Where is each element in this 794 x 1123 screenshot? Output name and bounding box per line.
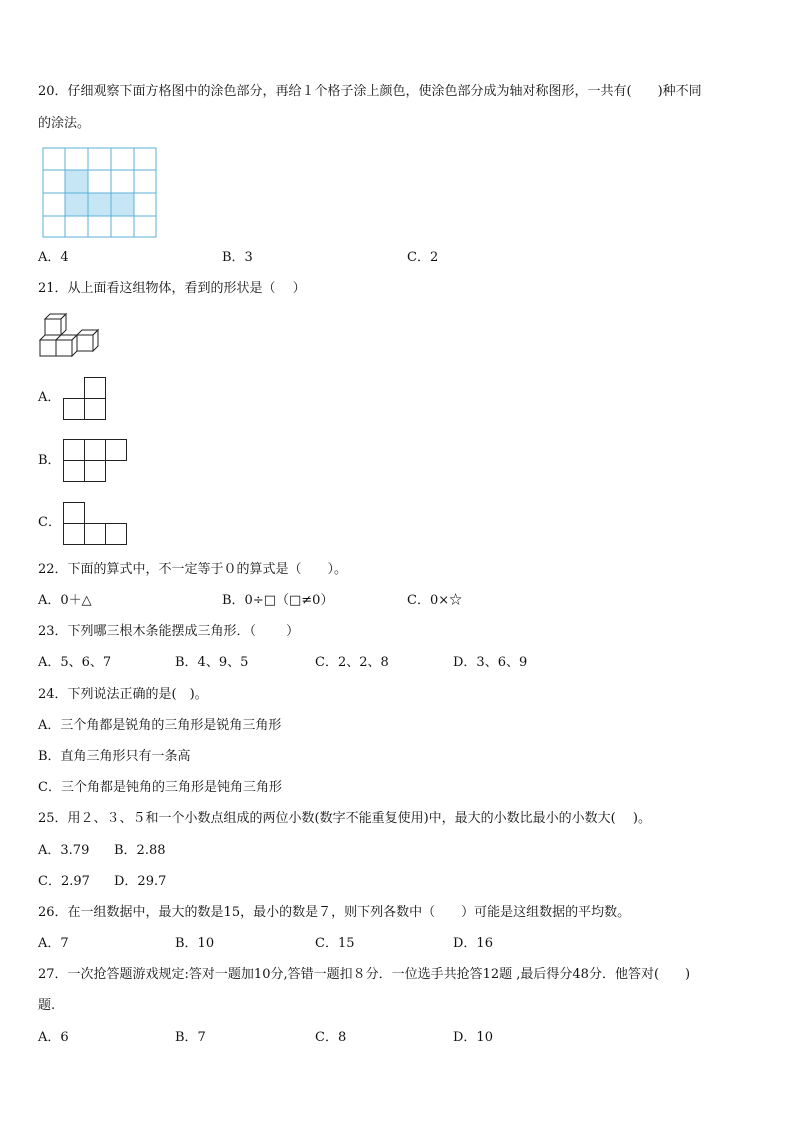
q20-grid-figure (42, 147, 158, 239)
q24-option-b[interactable]: B．直角三角形只有一条高 (38, 749, 191, 764)
q21-option-c[interactable]: C． (38, 515, 61, 530)
q21-option-b-shape (62, 438, 129, 484)
q25-stem: 25．用２、３、５和一个小数点组成的两位小数(数字不能重复使用)中，最大的小数比最小的小数大( )。 (38, 811, 651, 826)
q20-option-a[interactable]: A．4 (38, 250, 69, 265)
q23-option-d[interactable]: D．3、6、9 (453, 655, 528, 670)
q25-option-c[interactable]: C．2.97 (38, 874, 90, 889)
q26-option-d[interactable]: D．16 (453, 936, 493, 951)
q26-stem: 26．在一组数据中，最大的数是15，最小的数是７，则下列各数中（ ）可能是这组数据的平均数。 (38, 905, 631, 920)
q27-stem-line1: 27．一次抢答题游戏规定:答对一题加10分,答错一题扣８分．一位选手共抢答12题 ,最后得分48分．他答对( ) (38, 967, 691, 982)
q21-stem: 21．从上面看这组物体，看到的形状是（ ） (38, 281, 306, 296)
q26-option-a[interactable]: A．7 (38, 936, 69, 951)
q25-option-d[interactable]: D．29.7 (114, 874, 167, 889)
q25-option-b[interactable]: B．2.88 (114, 843, 166, 858)
q27-option-d[interactable]: D．10 (453, 1030, 493, 1045)
q22-stem: 22．下面的算式中，不一定等于０的算式是（ ）。 (38, 562, 348, 577)
q23-stem: 23．下列哪三根木条能摆成三角形．（ ） (38, 624, 300, 639)
q21-option-a-shape (62, 376, 108, 422)
q24-option-c[interactable]: C．三个角都是钝角的三角形是钝角三角形 (38, 780, 282, 795)
q21-option-c-shape (62, 501, 129, 547)
q26-option-c[interactable]: C．15 (315, 936, 355, 951)
q20-stem-line2: 的涂法。 (38, 116, 91, 131)
q20-stem-line1: 20．仔细观察下面方格图中的涂色部分，再给１个格子涂上颜色，使涂色部分成为轴对称图形，一共有( )种不同 (38, 84, 702, 99)
q23-option-c[interactable]: C．2、2、8 (315, 655, 389, 670)
q20-option-c[interactable]: C．2 (407, 250, 439, 265)
q22-option-a[interactable]: A．0＋△ (38, 593, 92, 608)
q21-option-a[interactable]: A． (38, 390, 61, 405)
q20-option-b[interactable]: B．3 (222, 250, 253, 265)
q21-option-b[interactable]: B． (38, 453, 61, 468)
q23-option-b[interactable]: B．4、9、5 (175, 655, 249, 670)
q22-option-b[interactable]: B．0÷□（□≠0） (222, 593, 334, 608)
q27-option-b[interactable]: B．7 (175, 1030, 206, 1045)
q25-option-a[interactable]: A．3.79 (38, 843, 90, 858)
q24-option-a[interactable]: A．三个角都是锐角的三角形是锐角三角形 (38, 718, 282, 733)
q23-option-a[interactable]: A．5、6、7 (38, 655, 112, 670)
q24-stem: 24．下列说法正确的是( )。 (38, 687, 208, 702)
q21-cubes-figure (38, 313, 102, 359)
q26-option-b[interactable]: B．10 (175, 936, 215, 951)
q27-option-c[interactable]: C．8 (315, 1030, 347, 1045)
q27-stem-line2: 题. (38, 998, 56, 1013)
q22-option-c[interactable]: C．0×☆ (407, 593, 463, 608)
q27-option-a[interactable]: A．6 (38, 1030, 69, 1045)
